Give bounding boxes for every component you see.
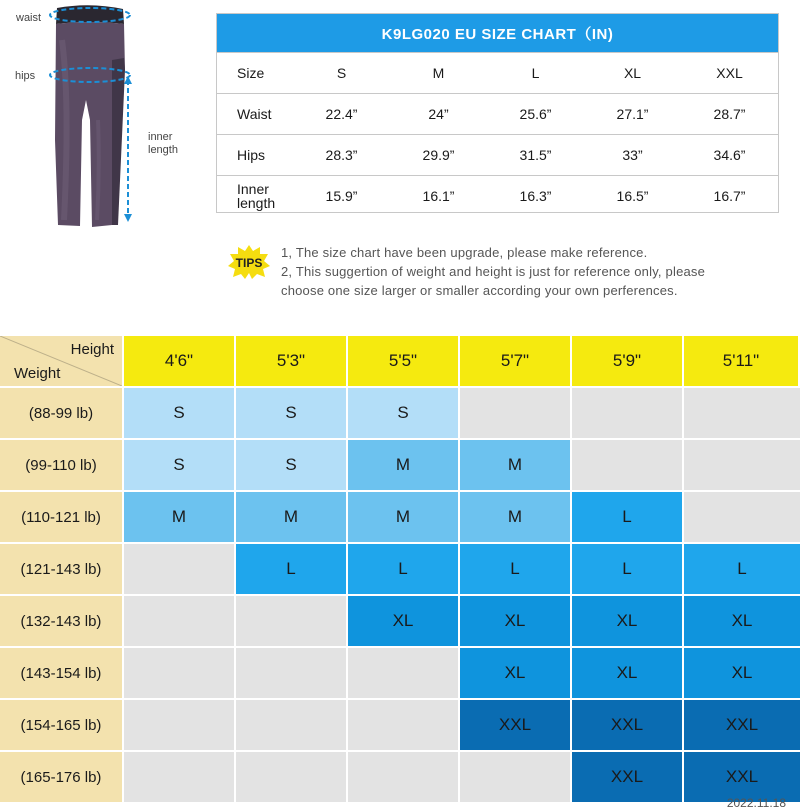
tips-badge xyxy=(227,244,271,280)
size-cell: 16.5” xyxy=(616,188,649,204)
tips-line-2: 2, This suggertion of weight and height is just for reference only, please xyxy=(281,264,706,279)
waist-label: waist xyxy=(16,12,42,24)
size-cell: XXL xyxy=(460,700,570,750)
size-chart-row xyxy=(217,134,778,175)
height-header: 5'9" xyxy=(572,336,682,386)
size-cell: 33” xyxy=(622,147,643,163)
size-cell xyxy=(460,752,570,802)
size-chart-header-row xyxy=(217,52,778,93)
size-cell: XL xyxy=(348,596,458,646)
size-cell xyxy=(124,544,234,594)
size-cell: XL xyxy=(572,648,682,698)
size-cell xyxy=(236,700,346,750)
size-cell xyxy=(460,388,570,438)
size-cell: 16.7” xyxy=(713,188,746,204)
size-header-cell: S xyxy=(336,65,347,81)
weight-label: (88-99 lb) xyxy=(0,388,122,438)
chart-date: 2022.11.18 xyxy=(726,796,786,810)
size-cell xyxy=(572,388,682,438)
corner-height-label: Height xyxy=(70,341,114,358)
size-cell: S xyxy=(236,440,346,490)
size-chart-row xyxy=(217,93,778,134)
size-cell: 28.3” xyxy=(325,147,358,163)
size-cell: 15.9” xyxy=(325,188,358,204)
size-cell xyxy=(348,752,458,802)
tips-text xyxy=(281,243,705,300)
tips-line-3: choose one size larger or smaller according your own perferences. xyxy=(281,283,678,298)
size-cell: 27.1” xyxy=(616,106,649,122)
hips-label: hips xyxy=(15,70,36,82)
size-header-label: Size xyxy=(237,65,265,81)
size-cell: 34.6” xyxy=(713,147,746,163)
size-cell xyxy=(236,752,346,802)
size-cell: 16.1” xyxy=(422,188,455,204)
tips-badge-text: TIPS xyxy=(235,256,263,270)
size-cell: 31.5” xyxy=(519,147,552,163)
size-cell: M xyxy=(236,492,346,542)
size-cell xyxy=(124,752,234,802)
size-cell: L xyxy=(460,544,570,594)
size-cell xyxy=(684,492,800,542)
size-cell xyxy=(348,648,458,698)
pants-illustration xyxy=(0,0,210,235)
size-header-cell: XXL xyxy=(716,65,743,81)
grid-corner xyxy=(0,336,122,386)
weight-label: (165-176 lb) xyxy=(0,752,122,802)
size-cell: 29.9” xyxy=(422,147,455,163)
weight-label: (132-143 lb) xyxy=(0,596,122,646)
size-row-label: Hips xyxy=(237,147,266,163)
size-header-cell: M xyxy=(432,65,445,81)
size-chart-row xyxy=(217,175,778,216)
corner-weight-label: Weight xyxy=(14,365,61,382)
size-cell: M xyxy=(348,440,458,490)
size-row-label: Waist xyxy=(237,106,272,122)
inner-length-label: inner length xyxy=(148,131,178,156)
size-cell xyxy=(572,440,682,490)
size-header-cell: L xyxy=(531,65,540,81)
size-cell xyxy=(124,648,234,698)
size-cell: L xyxy=(348,544,458,594)
height-header: 4'6" xyxy=(124,336,234,386)
size-cell: M xyxy=(124,492,234,542)
size-cell: S xyxy=(236,388,346,438)
size-header-cell: XL xyxy=(623,65,642,81)
tips-line-1: 1, The size chart have been upgrade, please make reference. xyxy=(281,245,648,260)
size-cell: 28.7” xyxy=(713,106,746,122)
size-cell: L xyxy=(572,492,682,542)
size-cell: L xyxy=(236,544,346,594)
size-cell: L xyxy=(572,544,682,594)
size-cell xyxy=(124,700,234,750)
size-cell: XXL xyxy=(684,752,800,802)
size-cell xyxy=(236,596,346,646)
size-cell: 16.3” xyxy=(519,188,552,204)
size-cell: XL xyxy=(460,648,570,698)
size-cell: XL xyxy=(460,596,570,646)
size-cell xyxy=(236,648,346,698)
size-cell xyxy=(348,700,458,750)
height-header: 5'7" xyxy=(460,336,570,386)
size-cell: M xyxy=(460,440,570,490)
size-cell: XXL xyxy=(572,700,682,750)
size-cell: 24” xyxy=(428,106,449,122)
weight-label: (121-143 lb) xyxy=(0,544,122,594)
height-header: 5'11" xyxy=(684,336,798,386)
size-cell: XXL xyxy=(572,752,682,802)
size-cell: XXL xyxy=(684,700,800,750)
size-cell: XL xyxy=(684,596,800,646)
size-cell xyxy=(684,388,800,438)
size-cell: XL xyxy=(572,596,682,646)
height-header: 5'3" xyxy=(236,336,346,386)
size-cell: M xyxy=(348,492,458,542)
size-cell: 22.4” xyxy=(325,106,358,122)
size-cell: XL xyxy=(684,648,800,698)
weight-label: (143-154 lb) xyxy=(0,648,122,698)
size-cell: 25.6” xyxy=(519,106,552,122)
size-cell xyxy=(124,596,234,646)
weight-label: (154-165 lb) xyxy=(0,700,122,750)
weight-label: (110-121 lb) xyxy=(0,492,122,542)
size-chart xyxy=(216,13,779,213)
size-row-label: Inner length xyxy=(237,181,276,211)
size-cell xyxy=(684,440,800,490)
size-chart-title: K9LG020 EU SIZE CHART（IN) xyxy=(217,14,778,52)
size-cell: S xyxy=(124,388,234,438)
size-cell: M xyxy=(460,492,570,542)
size-cell: S xyxy=(124,440,234,490)
height-header: 5'5" xyxy=(348,336,458,386)
weight-label: (99-110 lb) xyxy=(0,440,122,490)
size-cell: L xyxy=(684,544,800,594)
size-cell: S xyxy=(348,388,458,438)
